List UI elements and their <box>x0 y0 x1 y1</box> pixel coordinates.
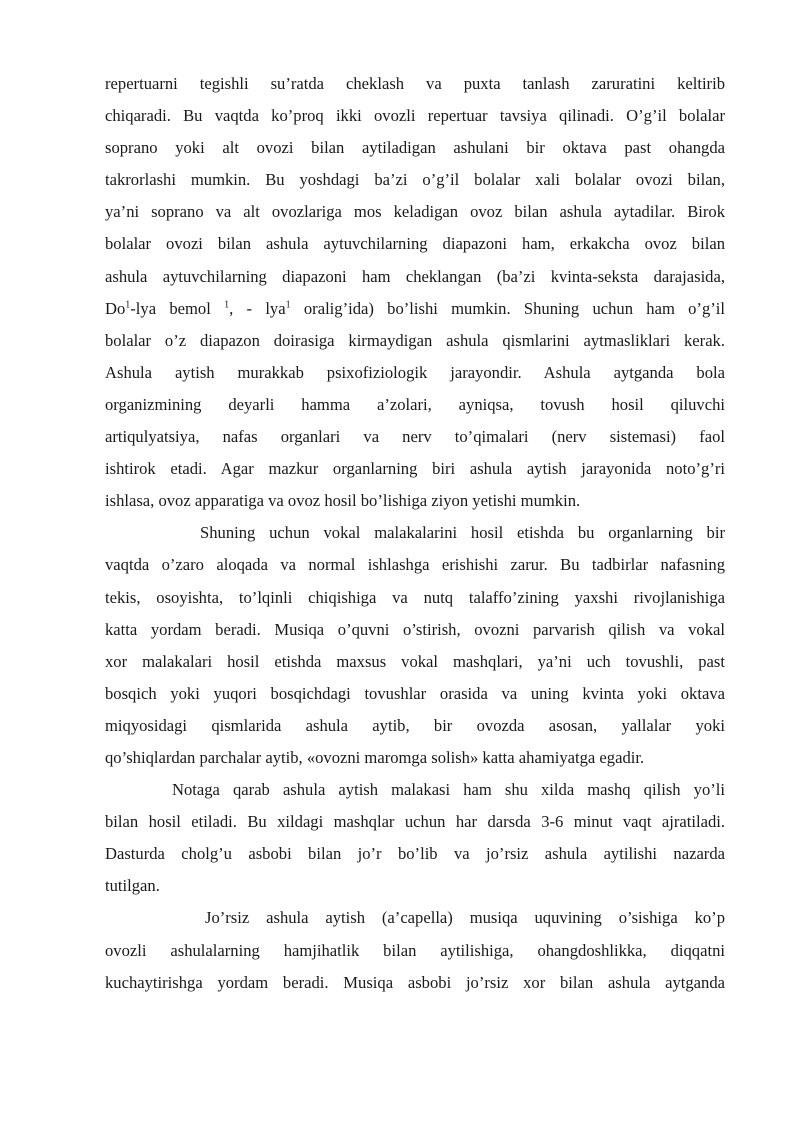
text-fragment: oralig’ida) bo’lishi mumkin. Shuning uchun ham o’g’il <box>290 298 725 318</box>
text-line: Jo’rsiz ashula aytish (a’capella) musiqa uquvining o’sishiga ko’p <box>205 908 725 928</box>
document-page <box>105 68 725 999</box>
text-line: Ashula aytish murakkab psixofiziologik jarayondir. Ashula aytganda bola <box>105 362 725 382</box>
text-line: ashula aytuvchilarning diapazoni ham cheklangan (ba’zi kvinta-seksta darajasida, <box>105 266 725 286</box>
text-line: organizmining deyarli hamma a’zolari, ayniqsa, tovush hosil qiluvchi <box>105 394 725 414</box>
text-line: qo’shiqlardan parchalar aytib, «ovozni maromga solish» katta ahamiyatga egadir. <box>105 747 645 767</box>
superscript: 1 <box>224 299 230 311</box>
text-line: soprano yoki alt ovozi bilan aytiladigan ashulani bir oktava past ohangda <box>105 138 725 158</box>
text-line: bosqich yoki yuqori bosqichdagi tovushlar orasida va uning kvinta yoki oktava <box>105 683 725 703</box>
superscript: 1 <box>285 299 291 311</box>
text-line: tekis, osoyishta, to’lqinli chiqishiga va nutq talaffo’zining yaxshi rivojlanishiga <box>105 587 725 607</box>
superscript: 1 <box>125 299 131 311</box>
text-line: ovozli ashulalarning hamjihatlik bilan aytilishiga, ohangdoshlikka, diqqatni <box>105 940 725 960</box>
text-line-with-superscripts <box>105 293 725 325</box>
text-line: ya’ni soprano va alt ovozlariga mos keladigan ovoz bilan ashula aytadilar. Birok <box>105 202 725 222</box>
text-line: bolalar o’z diapazon doirasiga kirmaydigan ashula qismlarini aytmasliklari kerak. <box>105 330 725 350</box>
text-line: xor malakalari hosil etishda maxsus vokal mashqlari, ya’ni uch tovushli, past <box>105 651 725 671</box>
paragraph-2 <box>105 517 725 774</box>
text-line: Shuning uchun vokal malakalarini hosil etishda bu organlarning bir <box>200 523 725 543</box>
text-line: tutilgan. <box>105 876 160 896</box>
text-line: repertuarni tegishli su’ratda cheklash va puxta tanlash zaruratini keltirib <box>105 74 725 93</box>
text-line: ishlasa, ovoz apparatiga va ovoz hosil bo’lishiga ziyon yetishi mumkin. <box>105 491 581 511</box>
paragraph-3 <box>105 774 725 902</box>
text-fragment: , - lya <box>229 298 286 318</box>
text-line: chiqaradi. Bu vaqtda ko’proq ikki ovozli repertuar tavsiya qilinadi. O’g’il bolalar <box>105 106 725 126</box>
text-line: takrorlashi mumkin. Bu yoshdagi ba’zi o’g’il bolalar xali bolalar ovozi bilan, <box>105 170 725 190</box>
text-line: vaqtda o’zaro aloqada va normal ishlashga erishishi zarur. Bu tadbirlar nafasning <box>105 555 725 575</box>
text-line: bolalar ovozi bilan ashula aytuvchilarning diapazoni ham, erkakcha ovoz bilan <box>105 234 725 254</box>
text-line: Notaga qarab ashula aytish malakasi ham shu xilda mashq qilish yo’li <box>172 780 725 800</box>
text-line: Dasturda cholg’u asbobi bilan jo’r bo’lib va jo’rsiz ashula aytilishi nazarda <box>105 844 725 864</box>
text-line: bilan hosil etiladi. Bu xildagi mashqlar uchun har darsda 3-6 minut vaqt ajratiladi. <box>105 812 725 832</box>
text-line: ishtirok etadi. Agar mazkur organlarning biri ashula aytish jarayonida noto’g’ri <box>105 459 725 479</box>
text-line: artiqulyatsiya, nafas organlari va nerv to’qimalari (nerv sistemasi) faol <box>105 427 725 447</box>
text-fragment: Do <box>105 298 126 318</box>
text-line: miqyosidagi qismlarida ashula aytib, bir ovozda asosan, yallalar yoki <box>105 715 725 735</box>
paragraph-4 <box>105 902 725 998</box>
paragraph-1 <box>105 68 725 517</box>
text-fragment: -lya bemol <box>130 298 225 318</box>
text-line: katta yordam beradi. Musiqa o’quvni o’stirish, ovozni parvarish qilish va vokal <box>105 619 725 639</box>
text-line: kuchaytirishga yordam beradi. Musiqa asbobi jo’rsiz xor bilan ashula aytganda <box>105 972 725 992</box>
